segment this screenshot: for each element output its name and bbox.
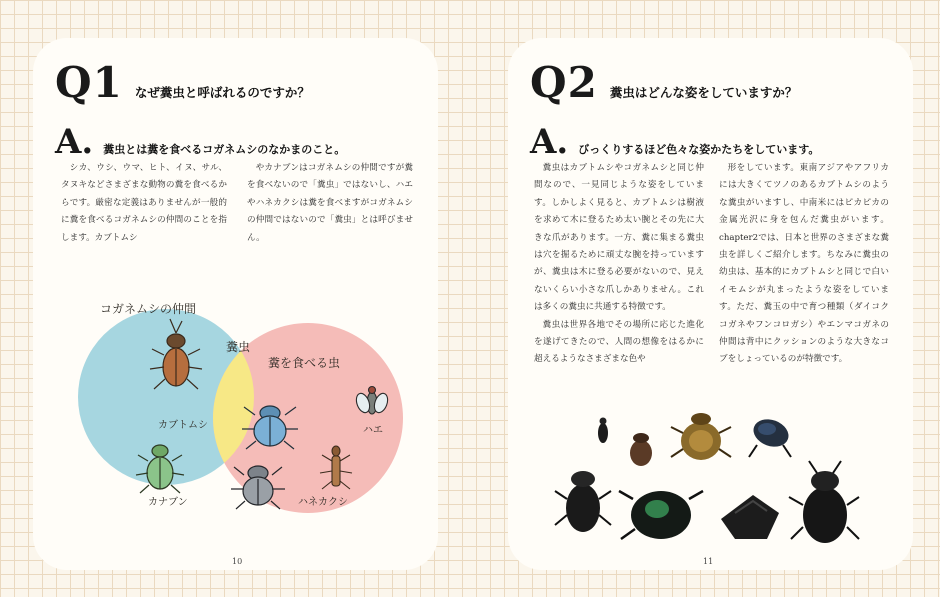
answer-letter: A. [530, 122, 569, 162]
body-columns [534, 160, 889, 369]
venn-label-scarab-family: コガネムシの仲間 [100, 302, 197, 316]
small-black-beetle-icon [598, 418, 608, 444]
question-heading [530, 58, 797, 107]
venn-diagram [78, 283, 408, 533]
body-text: 形をしています。東南アジアやアフリカには大きくてツノのあるカブトムシのような糞虫がいますし、中南米にはピカピカの金属光沢に身を包んだ糞虫がいます。chapter2では、日本と世界のさまざまな糞虫を詳しくご紹介します。ちなみに糞虫の幼虫は、基本的にカブトムシと同じで白いイモムシが丸まったような姿をしています。ただ、糞玉の中で育つ種類（ダイコクコガネやフンコロガシ）やエンマコガネの仲間は背中にクッションのような大きなコブをしょっているのが特徴です。 [719, 163, 889, 365]
question-number: Q2 [530, 58, 598, 107]
right-page [508, 38, 913, 570]
body-column-2 [719, 160, 889, 369]
beetle-photo-group [553, 403, 863, 553]
venn-label-dung-beetle: 糞虫 [226, 340, 251, 354]
body-text: 糞虫は世界各地でその場所に応じた進化を遂げてきたので、人間の想像をはるかに超えるようなさまざまな色や [534, 319, 704, 365]
large-black-beetle-icon [789, 461, 859, 543]
answer-letter: A. [55, 122, 94, 162]
blue-black-beetle-icon [749, 415, 792, 457]
left-page [33, 38, 438, 570]
body-text: シカ、ウシ、ウマ、ヒト、イヌ、サル、タヌキなどさまざまな動物の糞を食べるからです。厳密な定義はありませんが一般的に糞を食べるコガネムシの仲間のことを指します。カブトムシ [61, 163, 227, 243]
question-heading [55, 58, 310, 107]
green-metallic-beetle-icon [619, 491, 703, 539]
brown-beetle-icon [630, 433, 652, 466]
answer-title: びっくりするほど色々な姿かたちをしています。 [578, 143, 820, 156]
golden-dung-beetle-icon [671, 413, 731, 460]
page-number: 11 [703, 557, 714, 566]
body-text: やカナブンはコガネムシの仲間ですが糞を食べないので「糞虫」ではないし、ハエやハネカクシは糞を食べますがコガネムシの仲間ではないので「糞虫」とは呼びません。 [247, 163, 413, 243]
black-horned-beetle-icon [555, 471, 611, 532]
venn-label-dung-eaters: 糞を食べる虫 [268, 356, 341, 370]
venn-label-rhinoceros-beetle: カブトムシ [158, 420, 208, 431]
venn-label-flower-chafer: カナブン [148, 497, 188, 508]
question-text: なぜ糞虫と呼ばれるのですか？ [134, 85, 310, 100]
body-column-1 [534, 160, 704, 369]
body-text: 糞虫はカブトムシやコガネムシと同じ仲間なので、一見同じような姿をしています。しかしよく見ると、カブトムシは樹液を求めて木に登るため太い腕とその先に大きな爪があります。一方、糞に集まる糞虫は穴を掘るために頑丈な腕を持っていますが、糞虫は木に登る必要がないので、見えないくらい小さな爪しかありません。これは多くの糞虫に共通する特徴です。 [534, 163, 704, 313]
venn-label-fly: ハエ [363, 425, 383, 436]
triangular-black-beetle-icon [721, 495, 779, 539]
answer-title: 糞虫とは糞を食べるコガネムシのなかまのこと。 [103, 143, 346, 156]
question-number: Q1 [55, 58, 123, 107]
question-text: 糞虫はどんな姿をしていますか？ [609, 85, 798, 100]
body-column-1 [61, 160, 227, 247]
answer-heading [530, 122, 819, 162]
venn-label-rove-beetle: ハネカクシ [298, 497, 348, 508]
answer-heading [55, 122, 345, 162]
body-columns [61, 160, 413, 247]
page-number: 10 [232, 557, 243, 566]
body-column-2 [247, 160, 413, 247]
